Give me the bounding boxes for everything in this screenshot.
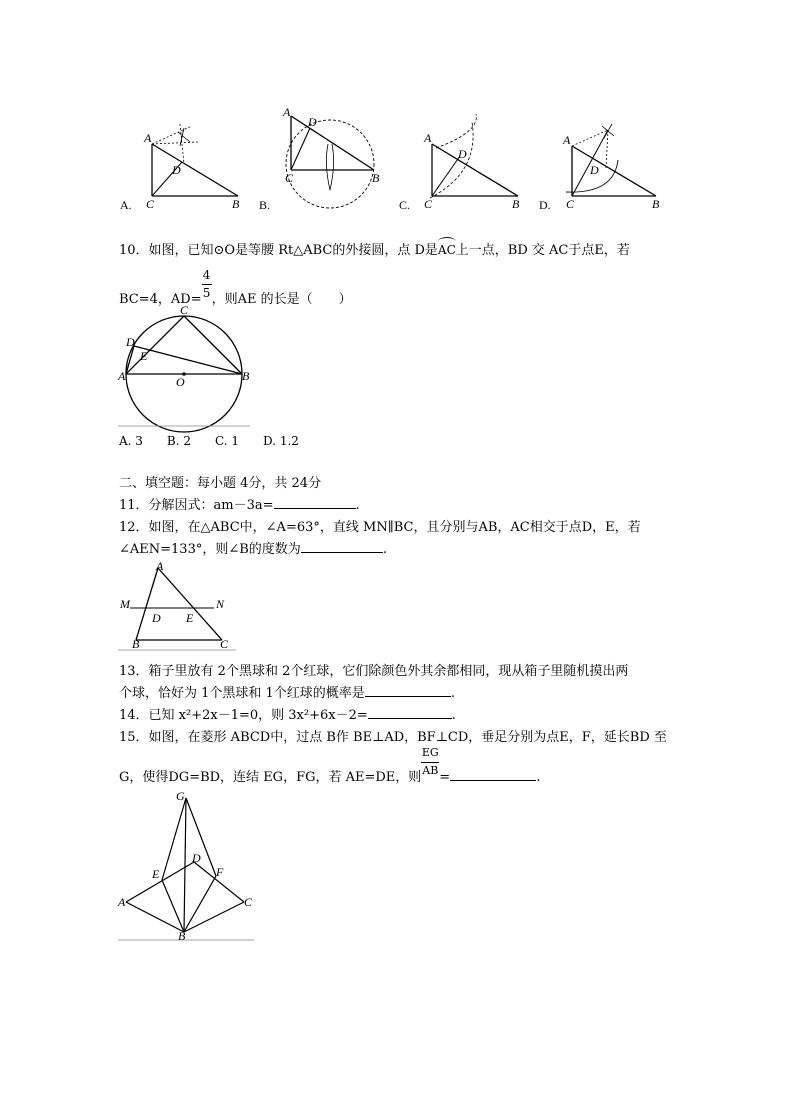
q13-line2-text: 个球，恰好为 1个黑球和 1个红球的概率是 [119, 686, 365, 701]
q12-label-c: C [220, 637, 229, 651]
q13-answer-blank[interactable] [365, 683, 451, 697]
fig-a-point-d: D [172, 163, 181, 177]
q15-fraction: $\frac{EG}{AB}$ [421, 746, 439, 777]
fig-a-point-a: A [144, 131, 152, 145]
fig-c-point-c: C [424, 197, 433, 211]
q15-label-f: F [216, 865, 224, 879]
q15-figure [118, 790, 258, 942]
q14 [119, 704, 456, 723]
q10-line1-pre: 10．如图，已知⊙O是等腰 Rt△ABC的外接圆，点 D是 [119, 243, 438, 258]
q12-label-a: A [156, 559, 164, 573]
q15-label-c: C [244, 895, 253, 909]
q12-line2-text: ∠AEN=133°，则∠B的度数为 [119, 542, 301, 557]
q15-label-g: G [176, 789, 185, 803]
q10-label-b: B [242, 369, 250, 383]
q15-end: . [536, 770, 541, 785]
q15-answer-blank[interactable] [450, 767, 536, 781]
q10-figure [118, 304, 258, 428]
section2-heading: 二、填空题：每小题 4分，共 24分 [119, 476, 322, 491]
q15-label-e: E [152, 867, 160, 881]
q11-text: 11．分解因式：am－3a= [119, 498, 274, 513]
fig-c-point-b: B [512, 197, 520, 211]
q10-fraction: $\frac{4}{5}$ [202, 268, 211, 300]
q12-label-n: N [216, 597, 225, 611]
fig-b-point-a: A [283, 105, 291, 119]
fig-b-point-b: B [372, 171, 380, 185]
q13-line2 [119, 682, 455, 701]
q10-line1 [119, 239, 630, 258]
fig-d-point-b: B [652, 197, 660, 211]
fig-d-point-a: A [563, 133, 571, 147]
q10-arc-ac: AC [438, 243, 456, 257]
q15-line2 [119, 746, 541, 785]
figure-option-c [420, 112, 530, 210]
q15-line1: 15．如图，在菱形 ABCD中，过点 B作 BE⊥AD，BF⊥CD，垂足分别为点E，F，延长BD 至 [119, 730, 667, 745]
q12-line2 [119, 538, 387, 557]
option-b-label: B. [259, 198, 271, 212]
q12-label-b: B [132, 637, 140, 651]
q12-label-m: M [120, 597, 130, 611]
fig-d-point-d: D [590, 163, 599, 177]
q11 [119, 494, 360, 513]
q11-answer-blank[interactable] [274, 495, 356, 509]
q10-line2-post: ，则AE 的长是（ ） [211, 292, 352, 307]
q10-label-c: C [180, 303, 189, 317]
q12-end: . [382, 542, 387, 557]
q12-answer-blank[interactable] [301, 539, 383, 553]
fig-a-point-c: C [146, 197, 155, 211]
fig-c-point-a: A [424, 131, 432, 145]
option-d-label: D. [539, 198, 551, 212]
fig-b-point-c: C [285, 171, 294, 185]
fig-d-point-c: C [566, 197, 575, 211]
q12-figure [118, 560, 238, 652]
q14-text: 14．已知 x²+2x－1=0，则 3x²+6x－2= [119, 708, 368, 723]
fig-c-point-d: D [458, 147, 467, 161]
q15-line2-post: = [439, 770, 451, 785]
q11-end: . [355, 498, 360, 513]
figure-option-b [280, 104, 390, 210]
q10-line2-pre: BC=4，AD= [119, 292, 202, 307]
q10-choices: A. 3 B. 2 C. 1 D. 1.2 [119, 434, 299, 448]
q15-label-d: D [192, 851, 201, 865]
q12-label-e: E [186, 611, 194, 625]
q10-label-d: D [126, 335, 135, 349]
q15-label-a: A [118, 895, 126, 909]
q10-label-o: O [176, 375, 185, 389]
q12-label-d: D [152, 611, 161, 625]
q10-label-a: A [118, 369, 126, 383]
q14-end: . [451, 708, 456, 723]
q15-label-b: B [178, 929, 186, 943]
q12-line1: 12．如图，在△ABC中，∠A=63°，直线 MN∥BC，且分别与AB，AC相交于点D，E，若 [119, 520, 641, 535]
option-a-label: A. [120, 198, 132, 212]
figure-option-d [560, 124, 670, 210]
option-c-label: C. [399, 198, 411, 212]
q15-line2-pre: G，使得DG=BD，连结 EG，FG，若 AE=DE，则 [119, 770, 422, 785]
q10-label-e: E [140, 349, 148, 363]
q10-line1-post: 上一点，BD 交 AC于点E，若 [455, 243, 630, 258]
figure-option-a [140, 120, 250, 210]
q13-line1: 13．箱子里放有 2个黑球和 2个红球，它们除颜色外其余都相同，现从箱子里随机摸出两 [119, 664, 629, 679]
q13-end: . [450, 686, 455, 701]
q14-answer-blank[interactable] [368, 705, 452, 719]
fig-b-point-d: D [308, 115, 317, 129]
fig-a-point-b: B [232, 197, 240, 211]
